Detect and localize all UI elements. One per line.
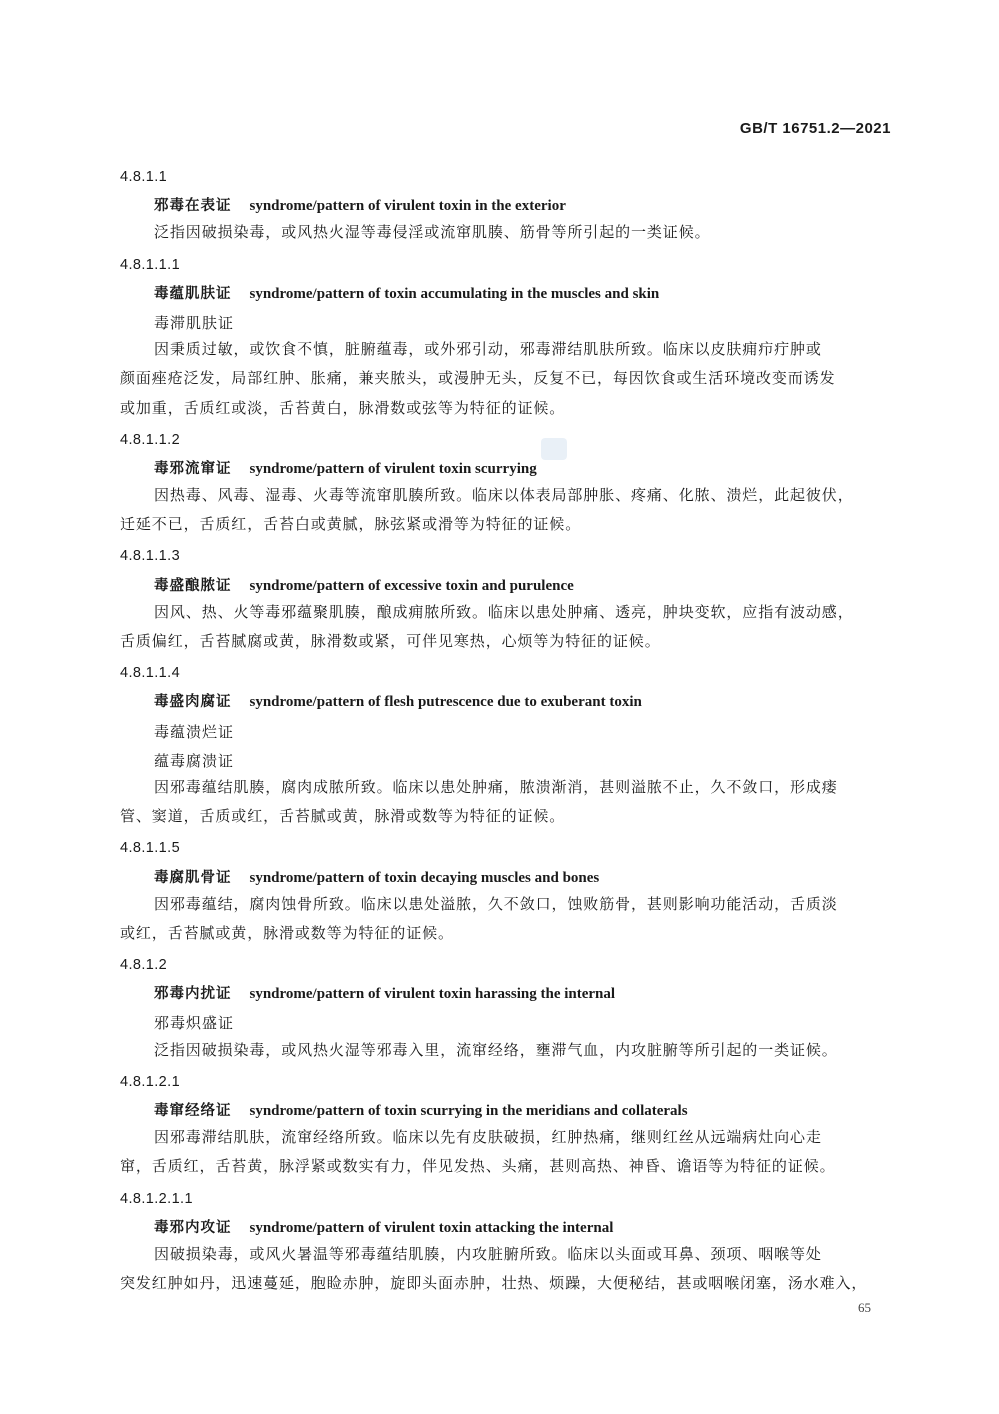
- term-english: syndrome/pattern of virulent toxin harassing the internal: [249, 986, 616, 1003]
- term-english: syndrome/pattern of virulent toxin scurrying: [249, 460, 537, 477]
- term-heading: [120, 864, 892, 893]
- definition-line: 或加重，舌质红或淡，舌苔黄白，脉滑数或弦等为特征的证候。: [120, 398, 566, 417]
- term-english: syndrome/pattern of flesh putrescence due to exuberant toxin: [249, 694, 642, 711]
- term-chinese: 毒邪流窜证: [154, 460, 232, 477]
- clause-number: 4.8.1.1.4: [120, 665, 181, 682]
- definition-paragraph: [120, 776, 892, 834]
- definition-paragraph: [120, 338, 892, 426]
- definition-line: 因邪毒蕴结肌腠，腐肉成脓所致。临床以患处肿痛，脓溃渐消，甚则溢脓不止，久不敛口，形成瘘: [154, 777, 838, 796]
- clause-number: 4.8.1.1.1: [120, 256, 181, 273]
- term-chinese: 毒盛酿脓证: [154, 577, 232, 594]
- clause-number: 4.8.1.1.5: [120, 840, 181, 857]
- term-chinese: 毒蕴肌肤证: [154, 285, 232, 302]
- clause-number: 4.8.1.1: [120, 169, 168, 185]
- definition-line: 或红，舌苔腻或黄，脉滑或数等为特征的证候。: [120, 923, 454, 942]
- definition-paragraph: [120, 484, 892, 542]
- definition-paragraph: [120, 893, 892, 951]
- term-heading: [120, 980, 892, 1009]
- definition-line: 泛指因破损染毒，或风热火湿等邪毒入里，流窜经络，壅滞气血，内攻脏腑等所引起的一类证候。: [154, 1040, 838, 1059]
- term-english: syndrome/pattern of virulent toxin in the exterior: [249, 198, 566, 215]
- term-chinese: 毒腐肌骨证: [154, 869, 232, 886]
- definition-line: 因秉质过敏，或饮食不慎，脏腑蕴毒，或外邪引动，邪毒滞结肌肤所致。临床以皮肤痈疖疔肿或: [154, 340, 822, 359]
- term-chinese: 毒窜经络证: [154, 1103, 232, 1119]
- term-synonym: 毒蕴溃烂证: [154, 722, 235, 741]
- definition-line: 管、窦道，舌质或红，舌苔腻或黄，脉滑或数等为特征的证候。: [120, 807, 566, 826]
- term-synonym: 邪毒炽盛证: [154, 1014, 235, 1033]
- term-english: syndrome/pattern of virulent toxin attacking the internal: [249, 1219, 614, 1236]
- clause-number: 4.8.1.1.2: [120, 431, 181, 448]
- main-content: [120, 163, 892, 1301]
- definition-paragraph: [120, 1039, 892, 1068]
- term-synonym: 蕴毒腐溃证: [154, 751, 235, 770]
- definition-line: 窜，舌质红，舌苔黄，脉浮紧或数实有力，伴见发热、头痛，甚则高热、神昏、谵语等为特征的证候。: [120, 1157, 836, 1176]
- page-number: 65: [858, 1300, 871, 1315]
- term-english: syndrome/pattern of toxin accumulating in the muscles and skin: [249, 285, 660, 302]
- term-heading: [120, 192, 892, 221]
- definition-line: 迁延不已，舌质红，舌苔白或黄腻，脉弦紧或滑等为特征的证候。: [120, 515, 582, 534]
- term-chinese: 邪毒内扰证: [154, 986, 232, 1003]
- definition-line: 颜面痤疮泛发，局部红肿、胀痛，兼夹脓头，或漫肿无头，反复不已，每因饮食或生活环境改变而诱发: [120, 369, 836, 388]
- term-heading: [120, 455, 892, 484]
- term-synonym: 毒滞肌肤证: [154, 313, 235, 332]
- definition-paragraph: [120, 601, 892, 659]
- definition-line: 因破损染毒，或风火暑温等邪毒蕴结肌腠，内攻脏腑所致。临床以头面或耳鼻、颈项、咽喉等处: [154, 1244, 822, 1263]
- term-heading: [120, 572, 892, 601]
- definition-line: 因热毒、风毒、湿毒、火毒等流窜肌腠所致。临床以体表局部肿胀、疼痛、化脓、溃烂，此起彼伏，: [154, 486, 854, 505]
- definition-paragraph: [120, 1126, 892, 1184]
- definition-line: 因风、热、火等毒邪蕴聚肌腠，酿成痈脓所致。临床以患处肿痛、透亮，肿块变软，应指有波动感，: [154, 602, 854, 621]
- term-english: syndrome/pattern of excessive toxin and purulence: [249, 577, 574, 594]
- term-heading: [120, 1214, 892, 1243]
- definition-line: 舌质偏红，舌苔腻腐或黄，脉滑数或紧，可伴见寒热，心烦等为特征的证候。: [120, 632, 661, 650]
- clause-number: 4.8.1.2.1.1: [120, 1190, 193, 1207]
- term-english: syndrome/pattern of toxin scurrying in the meridians and collaterals: [249, 1103, 688, 1119]
- definition-line: 泛指因破损染毒，或风热火湿等毒侵淫或流窜肌腠、筋骨等所引起的一类证候。: [154, 223, 711, 242]
- term-heading: [120, 280, 892, 309]
- clause-number: 4.8.1.2: [120, 957, 168, 974]
- term-heading: [120, 688, 892, 717]
- term-chinese: 毒邪内攻证: [154, 1219, 232, 1236]
- definition-line: 因邪毒滞结肌肤，流窜经络所致。临床以先有皮肤破损，红肿热痛，继则红丝从远端病灶向心走: [154, 1128, 822, 1147]
- clause-number: 4.8.1.1.3: [120, 548, 181, 565]
- definition-paragraph: [120, 221, 892, 250]
- definition-line: 突发红肿如丹，迅速蔓延，胞睑赤肿，旋即头面赤肿，壮热、烦躁，大便秘结，甚或咽喉闭塞，汤水难入，: [120, 1274, 868, 1293]
- term-chinese: 毒盛肉腐证: [154, 694, 232, 711]
- definition-line: 因邪毒蕴结，腐肉蚀骨所致。临床以患处溢脓，久不敛口，蚀败筋骨，甚则影响功能活动，舌质淡: [154, 894, 838, 913]
- standard-code: GB/T 16751.2—2021: [739, 120, 891, 137]
- clause-number: 4.8.1.2.1: [120, 1073, 181, 1090]
- definition-paragraph: [120, 1243, 892, 1301]
- term-chinese: 邪毒在表证: [154, 198, 232, 215]
- term-heading: [120, 1097, 892, 1126]
- term-english: syndrome/pattern of toxin decaying muscles and bones: [249, 869, 600, 886]
